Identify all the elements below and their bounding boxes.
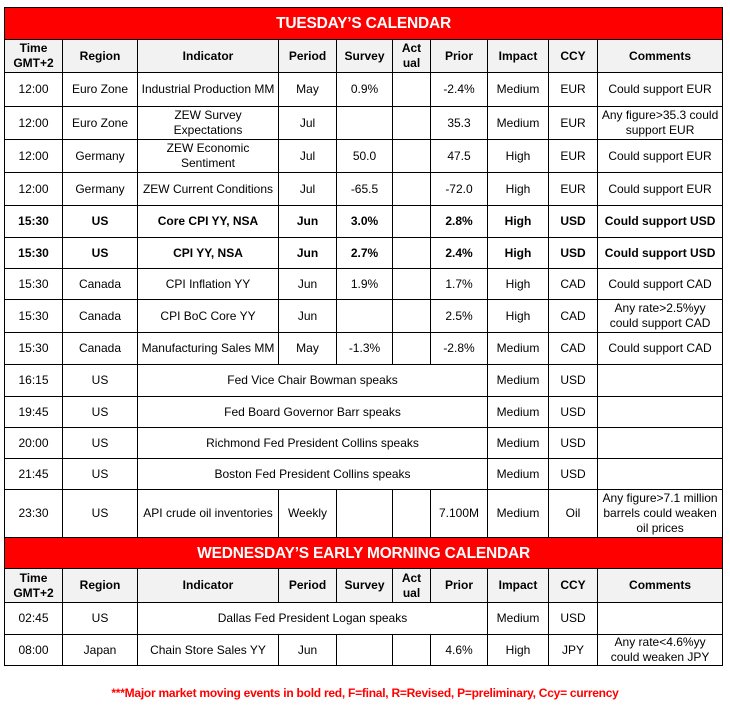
cell-region: US xyxy=(63,603,138,635)
table-row xyxy=(5,173,723,206)
cell-prior: 7.100M xyxy=(431,490,488,538)
cell-ccy: USD xyxy=(549,397,598,428)
cell-comments: Could support USD xyxy=(598,238,723,269)
cell-impact: Medium xyxy=(488,459,549,490)
cell-prior: 2.4% xyxy=(431,238,488,269)
cell-indicator: Chain Store Sales YY xyxy=(138,635,279,666)
cell-survey: 2.7% xyxy=(337,238,393,269)
cell-ccy: USD xyxy=(549,365,598,397)
column-header-row xyxy=(5,40,723,73)
cell-time: 08:00 xyxy=(5,635,63,666)
cell-time: 19:45 xyxy=(5,397,63,428)
cell-event: Richmond Fed President Collins speaks xyxy=(138,428,488,459)
cell-actual xyxy=(393,490,431,538)
cell-comments xyxy=(598,397,723,428)
cell-impact: Medium xyxy=(488,333,549,365)
cell-impact: Medium xyxy=(488,490,549,538)
cell-region: Canada xyxy=(63,333,138,365)
table-row-speech xyxy=(5,397,723,428)
cell-comments: Could support EUR xyxy=(598,173,723,206)
cell-event: Dallas Fed President Logan speaks xyxy=(138,603,488,635)
header-actual-label: Actual xyxy=(401,570,422,600)
wednesday-title-bar xyxy=(5,538,723,569)
cell-ccy: USD xyxy=(549,459,598,490)
table-row xyxy=(5,490,723,538)
header-indicator: Indicator xyxy=(138,40,279,73)
cell-actual xyxy=(393,206,431,238)
header-survey: Survey xyxy=(337,569,393,603)
cell-time: 20:00 xyxy=(5,428,63,459)
cell-comments: Any rate<4.6%yy could weaken JPY xyxy=(598,635,723,666)
cell-prior: 1.7% xyxy=(431,269,488,300)
cell-time: 15:30 xyxy=(5,238,63,269)
cell-survey: 3.0% xyxy=(337,206,393,238)
tuesday-calendar-title: TUESDAY’S CALENDAR xyxy=(5,8,723,40)
cell-prior: -72.0 xyxy=(431,173,488,206)
cell-actual xyxy=(393,635,431,666)
cell-period: Jun xyxy=(279,238,337,269)
cell-ccy: USD xyxy=(549,238,598,269)
table-row xyxy=(5,333,723,365)
tuesday-calendar-table xyxy=(4,7,723,538)
cell-actual xyxy=(393,173,431,206)
header-impact: Impact xyxy=(488,569,549,603)
header-impact: Impact xyxy=(488,40,549,73)
table-row xyxy=(5,269,723,300)
cell-region: US xyxy=(63,459,138,490)
header-time: Time GMT+2 xyxy=(5,569,63,603)
cell-actual xyxy=(393,300,431,333)
cell-ccy: Oil xyxy=(549,490,598,538)
cell-prior: 2.8% xyxy=(431,206,488,238)
cell-survey xyxy=(337,635,393,666)
cell-ccy: CAD xyxy=(549,269,598,300)
cell-ccy: EUR xyxy=(549,107,598,140)
cell-time: 15:30 xyxy=(5,206,63,238)
table-row-speech xyxy=(5,603,723,635)
cell-time: 12:00 xyxy=(5,140,63,173)
cell-time: 15:30 xyxy=(5,269,63,300)
header-period: Period xyxy=(279,40,337,73)
table-row xyxy=(5,635,723,666)
cell-survey xyxy=(337,490,393,538)
wednesday-calendar-table xyxy=(4,537,723,666)
cell-period: Weekly xyxy=(279,490,337,538)
cell-actual xyxy=(393,107,431,140)
cell-ccy: JPY xyxy=(549,635,598,666)
cell-prior: 35.3 xyxy=(431,107,488,140)
cell-comments: Could support EUR xyxy=(598,73,723,107)
cell-impact: Medium xyxy=(488,107,549,140)
header-prior: Prior xyxy=(431,569,488,603)
cell-impact: High xyxy=(488,206,549,238)
table-row xyxy=(5,300,723,333)
cell-survey: 50.0 xyxy=(337,140,393,173)
column-header-row xyxy=(5,569,723,603)
table-row-major-event xyxy=(5,238,723,269)
cell-ccy: CAD xyxy=(549,333,598,365)
header-actual xyxy=(393,40,431,73)
cell-region: Euro Zone xyxy=(63,73,138,107)
cell-region: Germany xyxy=(63,173,138,206)
cell-region: US xyxy=(63,397,138,428)
cell-indicator: API crude oil inventories xyxy=(138,490,279,538)
header-indicator: Indicator xyxy=(138,569,279,603)
footnote-legend: ***Major market moving events in bold red, F=final, R=Revised, P=preliminary, Ccy= currency xyxy=(111,686,619,700)
cell-time: 12:00 xyxy=(5,173,63,206)
cell-prior: 2.5% xyxy=(431,300,488,333)
cell-prior: -2.8% xyxy=(431,333,488,365)
cell-period: Jun xyxy=(279,300,337,333)
cell-time: 12:00 xyxy=(5,73,63,107)
header-ccy: CCY xyxy=(549,569,598,603)
cell-event: Fed Board Governor Barr speaks xyxy=(138,397,488,428)
cell-impact: High xyxy=(488,635,549,666)
cell-ccy: CAD xyxy=(549,300,598,333)
cell-comments: Could support EUR xyxy=(598,140,723,173)
cell-indicator: ZEW Current Conditions xyxy=(138,173,279,206)
cell-survey: -1.3% xyxy=(337,333,393,365)
cell-comments: Any figure>7.1 million barrels could weaken oil prices xyxy=(598,490,723,538)
cell-actual xyxy=(393,333,431,365)
cell-impact: High xyxy=(488,238,549,269)
cell-impact: High xyxy=(488,300,549,333)
cell-indicator: Core CPI YY, NSA xyxy=(138,206,279,238)
cell-prior: -2.4% xyxy=(431,73,488,107)
cell-actual xyxy=(393,140,431,173)
wednesday-calendar-title: WEDNESDAY’S EARLY MORNING CALENDAR xyxy=(5,538,723,569)
table-row-major-event xyxy=(5,206,723,238)
cell-impact: Medium xyxy=(488,397,549,428)
cell-period: Jun xyxy=(279,635,337,666)
cell-period: Jul xyxy=(279,140,337,173)
cell-indicator: CPI YY, NSA xyxy=(138,238,279,269)
cell-indicator: Manufacturing Sales MM xyxy=(138,333,279,365)
cell-survey: 1.9% xyxy=(337,269,393,300)
cell-comments xyxy=(598,459,723,490)
cell-time: 02:45 xyxy=(5,603,63,635)
table-row-speech xyxy=(5,428,723,459)
cell-time: 12:00 xyxy=(5,107,63,140)
cell-indicator: CPI Inflation YY xyxy=(138,269,279,300)
header-comments: Comments xyxy=(598,569,723,603)
cell-impact: Medium xyxy=(488,73,549,107)
cell-region: US xyxy=(63,428,138,459)
cell-ccy: USD xyxy=(549,206,598,238)
cell-event: Boston Fed President Collins speaks xyxy=(138,459,488,490)
header-comments: Comments xyxy=(598,40,723,73)
cell-time: 16:15 xyxy=(5,365,63,397)
cell-comments xyxy=(598,603,723,635)
cell-actual xyxy=(393,238,431,269)
cell-actual xyxy=(393,269,431,300)
cell-prior: 4.6% xyxy=(431,635,488,666)
cell-region: US xyxy=(63,206,138,238)
table-row-speech xyxy=(5,459,723,490)
cell-impact: High xyxy=(488,140,549,173)
cell-region: Canada xyxy=(63,269,138,300)
cell-indicator: Industrial Production MM xyxy=(138,73,279,107)
cell-time: 15:30 xyxy=(5,300,63,333)
cell-actual xyxy=(393,73,431,107)
table-row xyxy=(5,107,723,140)
cell-impact: Medium xyxy=(488,603,549,635)
cell-prior: 47.5 xyxy=(431,140,488,173)
header-ccy: CCY xyxy=(549,40,598,73)
header-region: Region xyxy=(63,40,138,73)
cell-period: May xyxy=(279,73,337,107)
cell-comments: Could support USD xyxy=(598,206,723,238)
cell-period: Jul xyxy=(279,107,337,140)
cell-region: Germany xyxy=(63,140,138,173)
cell-period: May xyxy=(279,333,337,365)
cell-ccy: EUR xyxy=(549,173,598,206)
cell-region: Euro Zone xyxy=(63,107,138,140)
cell-indicator: ZEW Economic Sentiment xyxy=(138,140,279,173)
cell-period: Jul xyxy=(279,173,337,206)
cell-ccy: USD xyxy=(549,603,598,635)
cell-comments xyxy=(598,365,723,397)
cell-region: Japan xyxy=(63,635,138,666)
cell-ccy: EUR xyxy=(549,73,598,107)
cell-time: 23:30 xyxy=(5,490,63,538)
table-row xyxy=(5,73,723,107)
cell-impact: Medium xyxy=(488,365,549,397)
cell-comments: Could support CAD xyxy=(598,269,723,300)
header-prior: Prior xyxy=(431,40,488,73)
header-period: Period xyxy=(279,569,337,603)
cell-comments: Any figure>35.3 could support EUR xyxy=(598,107,723,140)
cell-time: 21:45 xyxy=(5,459,63,490)
header-region: Region xyxy=(63,569,138,603)
cell-comments: Any rate>2.5%yy could support CAD xyxy=(598,300,723,333)
cell-survey: 0.9% xyxy=(337,73,393,107)
cell-survey xyxy=(337,107,393,140)
cell-comments: Could support CAD xyxy=(598,333,723,365)
table-row xyxy=(5,140,723,173)
header-actual-label: Actual xyxy=(401,41,422,70)
cell-event: Fed Vice Chair Bowman speaks xyxy=(138,365,488,397)
header-survey: Survey xyxy=(337,40,393,73)
cell-impact: Medium xyxy=(488,428,549,459)
cell-period: Jun xyxy=(279,269,337,300)
header-time: Time GMT+2 xyxy=(5,40,63,73)
table-row-speech xyxy=(5,365,723,397)
cell-indicator: ZEW Survey Expectations xyxy=(138,107,279,140)
cell-survey xyxy=(337,300,393,333)
cell-ccy: EUR xyxy=(549,140,598,173)
cell-region: Canada xyxy=(63,300,138,333)
cell-time: 15:30 xyxy=(5,333,63,365)
cell-impact: High xyxy=(488,269,549,300)
cell-comments xyxy=(598,428,723,459)
tuesday-title-bar xyxy=(5,8,723,40)
cell-indicator: CPI BoC Core YY xyxy=(138,300,279,333)
cell-survey: -65.5 xyxy=(337,173,393,206)
cell-ccy: USD xyxy=(549,428,598,459)
cell-period: Jun xyxy=(279,206,337,238)
cell-region: US xyxy=(63,238,138,269)
header-actual xyxy=(393,569,431,603)
cell-region: US xyxy=(63,365,138,397)
cell-impact: High xyxy=(488,173,549,206)
cell-region: US xyxy=(63,490,138,538)
